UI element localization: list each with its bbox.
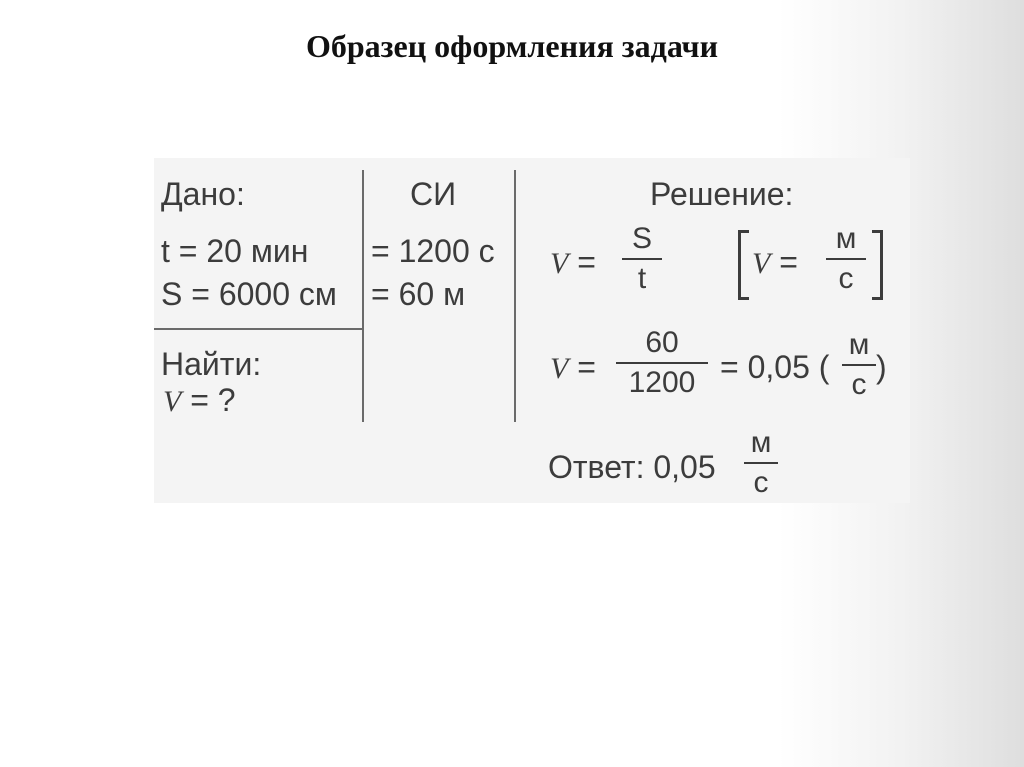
given-heading: Дано:: [161, 176, 245, 212]
calc-numerator: 60: [645, 326, 679, 359]
column-divider-2: [514, 170, 516, 422]
formula-fraction-bar: [622, 258, 662, 260]
left-bracket: [738, 230, 749, 300]
answer-unit-fraction: [744, 428, 778, 498]
find-var: V: [163, 385, 182, 418]
unit-denominator: с: [838, 262, 854, 295]
right-bracket: [872, 230, 883, 300]
calc-fraction: [616, 328, 708, 398]
unit-lhs: [752, 246, 798, 279]
answer-unit-fraction-bar: [744, 462, 778, 464]
calc-unit-fraction: [842, 330, 876, 400]
problem-panel: [154, 158, 910, 503]
formula-eq: =: [577, 244, 596, 280]
given-distance: S = 6000 см: [161, 276, 337, 312]
unit-eq: =: [779, 244, 798, 280]
column-divider-1: [362, 170, 364, 422]
si-heading: СИ: [410, 176, 457, 212]
unit-var: V: [752, 247, 771, 280]
answer-unit-numerator: м: [750, 426, 772, 459]
answer-label: Ответ: 0,05: [548, 449, 716, 485]
formula-fraction: [622, 224, 662, 294]
given-divider: [154, 328, 364, 330]
calc-lhs: [550, 351, 596, 384]
calc-unit-numerator: м: [848, 328, 870, 361]
find-rest: = ?: [181, 382, 236, 418]
solution-heading: Решение:: [650, 176, 794, 212]
calc-close-paren: ): [876, 349, 887, 385]
calc-denominator: 1200: [628, 366, 696, 399]
slide-title: Образец оформления задачи: [305, 28, 719, 64]
calc-unit-denominator: с: [851, 368, 867, 401]
formula-var: V: [550, 247, 569, 280]
formula-denominator: t: [637, 262, 647, 295]
calc-result: = 0,05 (: [720, 349, 830, 385]
find-line: [163, 384, 236, 417]
si-distance: = 60 м: [371, 276, 466, 312]
unit-fraction: [826, 224, 866, 294]
unit-numerator: м: [835, 222, 857, 255]
calc-fraction-bar: [616, 362, 708, 364]
find-heading: Найти:: [161, 346, 262, 382]
unit-fraction-bar: [826, 258, 866, 260]
given-time: t = 20 мин: [161, 233, 309, 269]
formula-lhs: [550, 246, 596, 279]
si-time: = 1200 с: [371, 233, 495, 269]
calc-unit-fraction-bar: [842, 364, 876, 366]
calc-var: V: [550, 352, 569, 385]
answer-unit-denominator: с: [753, 466, 769, 499]
calc-eq: =: [577, 349, 596, 385]
formula-numerator: S: [631, 222, 652, 255]
